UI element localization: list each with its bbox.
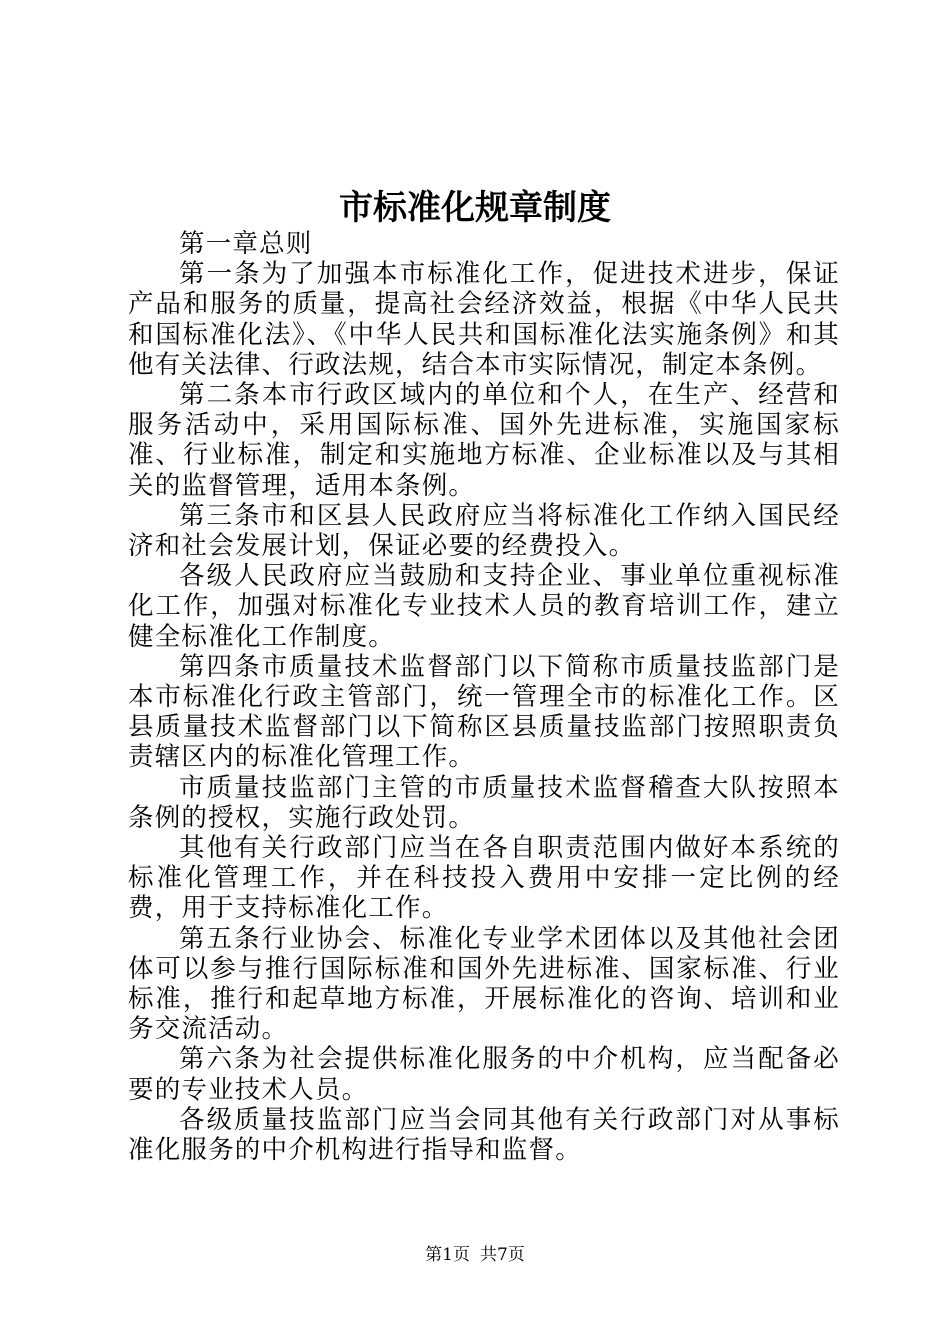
paragraph: 其他有关行政部门应当在各自职责范围内做好本系统的标准化管理工作，并在科技投入费用中安排一定比例的经费，用于支持标准化工作。	[128, 833, 840, 924]
paragraph: 各级人民政府应当鼓励和支持企业、事业单位重视标准化工作，加强对标准化专业技术人员的教育培训工作，建立健全标准化工作制度。	[128, 561, 840, 652]
paragraph: 各级质量技监部门应当会同其他有关行政部门对从事标准化服务的中介机构进行指导和监督。	[128, 1104, 840, 1166]
paragraph: 第三条市和区县人民政府应当将标准化工作纳入国民经济和社会发展计划，保证必要的经费投入。	[128, 500, 840, 562]
paragraph: 第四条市质量技术监督部门以下简称市质量技监部门是本市标准化行政主管部门，统一管理全市的标准化工作。区县质量技术监督部门以下简称区县质量技监部门按照职责负责辖区内的标准化管理工作。	[128, 651, 840, 773]
paragraph: 市质量技监部门主管的市质量技术监督稽查大队按照本条例的授权，实施行政处罚。	[128, 772, 840, 833]
page-total: 共7页	[480, 1245, 525, 1265]
chapter-heading: 第一章总则	[179, 229, 313, 259]
paragraph: 第五条行业协会、标准化专业学术团体以及其他社会团体可以参与推行国际标准和国外先进标准、国家标准、行业标准，推行和起草地方标准，开展标准化的咨询、培训和业务交流活动。	[128, 923, 840, 1045]
page-footer	[0, 1243, 950, 1267]
document-title: 市标准化规章制度	[339, 188, 611, 228]
paragraph: 第二条本市行政区域内的单位和个人，在生产、经营和服务活动中，采用国际标准、国外先进标准，实施国家标准、行业标准，制定和实施地方标准、企业标准以及与其相关的监督管理，适用本条例。	[128, 380, 840, 501]
paragraph: 第一条为了加强本市标准化工作，促进技术进步，保证产品和服务的质量，提高社会经济效益，根据《中华人民共和国标准化法》、《中华人民共和国标准化法实施条例》和其他有关法律、行政法规，结合本市实际情况，制定本条例。	[128, 259, 840, 380]
document-body	[128, 229, 840, 1165]
paragraph: 第六条为社会提供标准化服务的中介机构，应当配备必要的专业技术人员。	[128, 1044, 840, 1105]
page-number: 第1页	[425, 1245, 470, 1265]
